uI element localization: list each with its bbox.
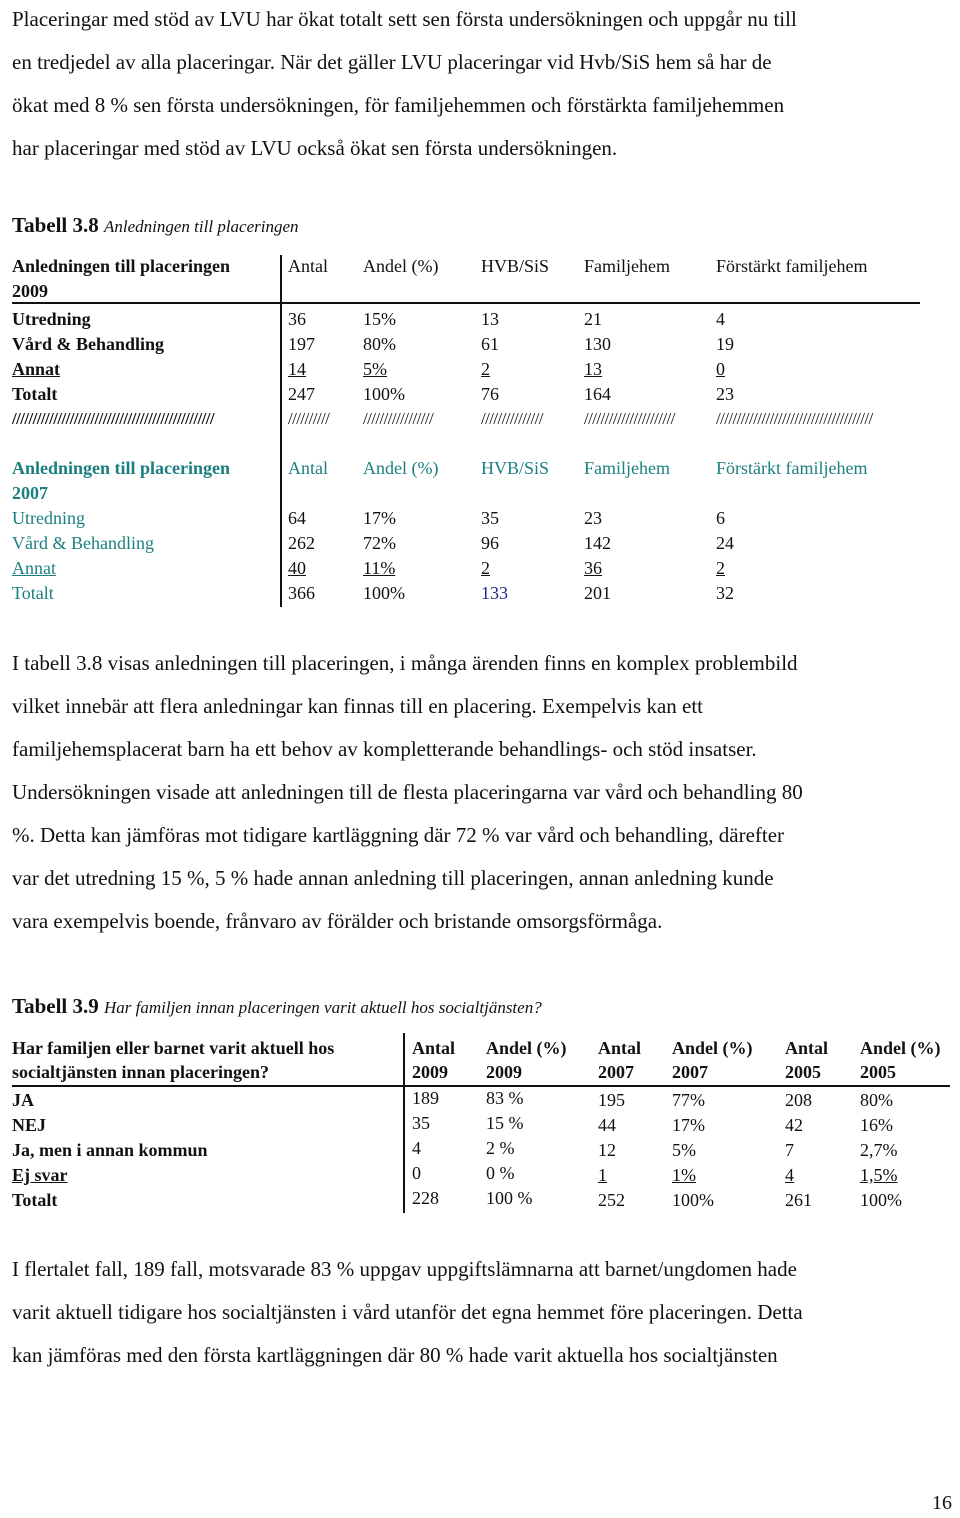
text-line: %. Detta kan jämföras mot tidigare kartläggning där 72 % var vård och behandling, därefter: [12, 823, 785, 847]
cell: 228: [412, 1188, 439, 1208]
cell: 36: [288, 309, 306, 329]
col-andel-2007: Andel (%): [672, 1038, 753, 1058]
cell: 83 %: [486, 1088, 524, 1108]
row-label: Utredning: [12, 309, 91, 329]
text-line: kan jämföras med den första kartläggningen där 80 % hade varit aktuella hos socialtjänsten: [12, 1343, 778, 1367]
cell: 21: [584, 309, 602, 329]
col-antal: Antal: [288, 458, 328, 478]
cell: 6: [716, 508, 725, 528]
separator-slashes: /////////////////: [363, 409, 434, 428]
cell: 2: [481, 558, 490, 578]
row-label: Vård & Behandling: [12, 533, 154, 553]
cell: 12: [598, 1140, 616, 1160]
cell: 189: [412, 1088, 439, 1108]
row-label: Utredning: [12, 508, 85, 528]
cell: 80%: [860, 1090, 893, 1110]
cell: 24: [716, 533, 734, 553]
caption-label: Tabell 3.8: [12, 213, 99, 237]
col-andel: Andel (%): [363, 458, 439, 478]
header-year: 2009: [12, 281, 48, 301]
col-andel-2009: Andel (%): [486, 1038, 567, 1058]
cell: 1,5%: [860, 1165, 898, 1185]
row-label: Vård & Behandling: [12, 334, 165, 354]
cell: 7: [785, 1140, 794, 1160]
text-line: familjehemsplacerat barn ha ett behov av kompletterande behandlings- och stöd insatser.: [12, 737, 757, 761]
closing-paragraph: [12, 1248, 952, 1377]
col-andel-2009: 2009: [486, 1062, 522, 1082]
col-forstarkt: Förstärkt familjehem: [716, 256, 868, 276]
cell: 100 %: [486, 1188, 533, 1208]
header-label: Anledningen till placeringen: [12, 256, 231, 276]
col-familjehem: Familjehem: [584, 458, 670, 478]
cell: 16%: [860, 1115, 893, 1135]
row-label: Ej svar: [12, 1165, 68, 1185]
cell: 130: [584, 334, 611, 354]
row-label: Ja, men i annan kommun: [12, 1140, 208, 1160]
cell: 61: [481, 334, 499, 354]
cell: 40: [288, 558, 306, 578]
cell: 100%: [363, 583, 405, 603]
cell: 142: [584, 533, 611, 553]
cell: 23: [584, 508, 602, 528]
cell: 195: [598, 1090, 625, 1110]
col-hvb: HVB/SiS: [481, 256, 550, 276]
text-line: var det utredning 15 %, 5 % hade annan anledning till placeringen, annan anledning kunde: [12, 866, 774, 890]
cell: 262: [288, 533, 315, 553]
text-line: Undersökningen visade att anledningen till de flesta placeringarna var vård och behandling 80: [12, 780, 803, 804]
text-line: ökat med 8 % sen första undersökningen, för familjehemmen och förstärkta familjehemmen: [12, 93, 785, 117]
cell: 17%: [672, 1115, 705, 1135]
page-number: 16: [932, 1492, 952, 1514]
text-line: I tabell 3.8 visas anledningen till placeringen, i många ärenden finns en komplex problembild: [12, 651, 798, 675]
cell: 261: [785, 1190, 812, 1210]
cell: 76: [481, 384, 499, 404]
caption-label: Tabell 3.9: [12, 994, 99, 1018]
cell: 100%: [860, 1190, 902, 1210]
col-hvb: HVB/SiS: [481, 458, 550, 478]
col-antal-2009: Antal: [412, 1038, 456, 1058]
table-divider: [403, 1033, 405, 1213]
row-label: JA: [12, 1090, 34, 1110]
cell: 32: [716, 583, 734, 603]
row-label: Totalt: [12, 583, 54, 603]
cell: 15 %: [486, 1113, 524, 1133]
col-antal: Antal: [288, 256, 328, 276]
cell: 19: [716, 334, 734, 354]
col-andel: Andel (%): [363, 256, 439, 276]
cell: 35: [412, 1113, 430, 1133]
col-andel-2007: 2007: [672, 1062, 708, 1082]
row-label: Totalt: [12, 384, 58, 404]
cell: 2 %: [486, 1138, 515, 1158]
col-antal-2009: 2009: [412, 1062, 448, 1082]
cell: 15%: [363, 309, 396, 329]
header-label: Anledningen till placeringen: [12, 458, 231, 478]
col-andel-2005: 2005: [860, 1062, 896, 1082]
col-antal-2005: Antal: [785, 1038, 829, 1058]
separator-slashes: //////////////////////////////////////: [716, 409, 873, 428]
cell: 64: [288, 508, 306, 528]
separator-slashes: //////////: [288, 409, 330, 428]
separator-slashes: /////////////////////////////////////////////////: [12, 409, 215, 428]
cell: 4: [716, 309, 725, 329]
cell: 4: [785, 1165, 794, 1185]
header-label: socialtjänsten innan placeringen?: [12, 1062, 270, 1082]
caption-title: Anledningen till placeringen: [104, 217, 299, 236]
separator-slashes: //////////////////////: [584, 409, 675, 428]
cell: 72%: [363, 533, 396, 553]
cell: 5%: [363, 359, 387, 379]
col-familjehem: Familjehem: [584, 256, 670, 276]
cell: 2: [716, 558, 725, 578]
cell: 17%: [363, 508, 396, 528]
cell: 0: [716, 359, 725, 379]
cell: 208: [785, 1090, 812, 1110]
text-line: Placeringar med stöd av LVU har ökat totalt sett sen första undersökningen och uppgår nu till: [12, 7, 797, 31]
row-label: Totalt: [12, 1190, 58, 1210]
cell: 100%: [363, 384, 405, 404]
separator-slashes: ///////////////: [481, 409, 543, 428]
cell: 133: [481, 583, 508, 603]
cell: 77%: [672, 1090, 705, 1110]
col-antal-2005: 2005: [785, 1062, 821, 1082]
cell: 11%: [363, 558, 396, 578]
cell: 44: [598, 1115, 616, 1135]
cell: 36: [584, 558, 602, 578]
cell: 366: [288, 583, 315, 603]
cell: 13: [481, 309, 499, 329]
text-line: en tredjedel av alla placeringar. När det gäller LVU placeringar vid Hvb/SiS hem så har de: [12, 50, 772, 74]
cell: 247: [288, 384, 315, 404]
cell: 201: [584, 583, 611, 603]
text-line: varit aktuell tidigare hos socialtjänsten i vård utanför det egna hemmet före placeringen. Detta: [12, 1300, 803, 1324]
header-label: Har familjen eller barnet varit aktuell hos: [12, 1038, 335, 1058]
table-rule: [12, 1085, 950, 1087]
cell: 96: [481, 533, 499, 553]
cell: 5%: [672, 1140, 696, 1160]
row-label: NEJ: [12, 1115, 47, 1135]
caption-title: Har familjen innan placeringen varit aktuell hos socialtjänsten?: [104, 998, 542, 1017]
col-andel-2005: Andel (%): [860, 1038, 941, 1058]
text-line: vilket innebär att flera anledningar kan finnas till en placering. Exempelvis kan ett: [12, 694, 704, 718]
cell: 23: [716, 384, 734, 404]
cell: 197: [288, 334, 315, 354]
cell: 100%: [672, 1190, 714, 1210]
header-year: 2007: [12, 483, 48, 503]
col-forstarkt: Förstärkt familjehem: [716, 458, 868, 478]
cell: 0 %: [486, 1163, 515, 1183]
cell: 14: [288, 359, 306, 379]
cell: 42: [785, 1115, 803, 1135]
row-label: Annat: [12, 359, 61, 379]
col-antal-2007: 2007: [598, 1062, 634, 1082]
cell: 1%: [672, 1165, 696, 1185]
cell: 2: [481, 359, 490, 379]
col-antal-2007: Antal: [598, 1038, 642, 1058]
cell: 2,7%: [860, 1140, 898, 1160]
cell: 1: [598, 1165, 607, 1185]
text-line: har placeringar med stöd av LVU också ökat sen första undersökningen.: [12, 136, 618, 160]
cell: 13: [584, 359, 602, 379]
text-line: I flertalet fall, 189 fall, motsvarade 83 % uppgav uppgiftslämnarna att barnet/ungdomen hade: [12, 1257, 797, 1281]
cell: 252: [598, 1190, 625, 1210]
cell: 80%: [363, 334, 396, 354]
cell: 35: [481, 508, 499, 528]
cell: 164: [584, 384, 611, 404]
row-label: Annat: [12, 558, 56, 578]
cell: 0: [412, 1163, 421, 1183]
text-line: vara exempelvis boende, frånvaro av förälder och bristande omsorgsförmåga.: [12, 909, 663, 933]
cell: 4: [412, 1138, 421, 1158]
